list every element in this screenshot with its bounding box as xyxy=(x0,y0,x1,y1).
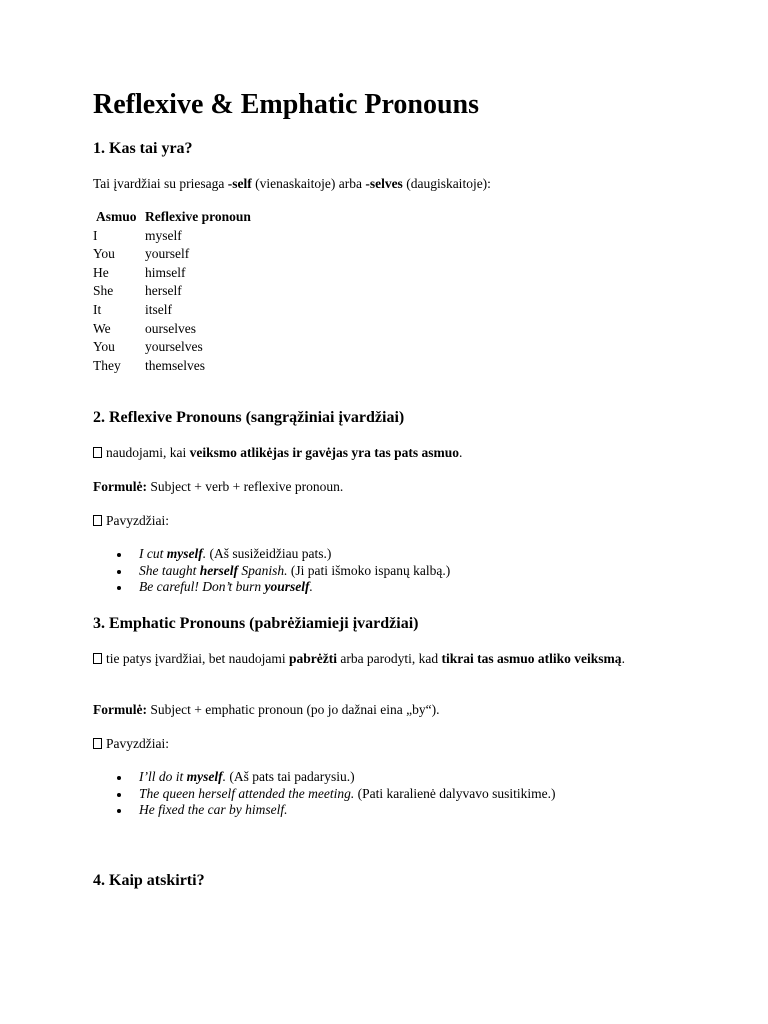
table-cell-person: It xyxy=(93,301,102,317)
section-2-examples-label: Pavyzdžiai: xyxy=(93,512,169,530)
table-row xyxy=(93,320,251,339)
table-row xyxy=(93,357,251,376)
section-2-usage: naudojami, kai veiksmo atlikėjas ir gavėjas yra tas pats asmuo. xyxy=(93,444,462,462)
missing-glyph-icon xyxy=(93,738,102,749)
list-item: I cut myself. (Aš susižeidžiau pats.) xyxy=(139,546,450,563)
table-row xyxy=(93,338,251,357)
section-3-examples-list xyxy=(93,769,556,819)
table-row xyxy=(93,245,251,264)
section-2-heading: 2. Reflexive Pronouns (sangrąžiniai įvardžiai) xyxy=(93,409,405,426)
list-item: He fixed the car by himself. xyxy=(139,802,556,819)
section-2-formula: Formulė: Subject + verb + reflexive pronoun. xyxy=(93,479,344,494)
table-cell-pronoun: herself xyxy=(145,283,182,299)
table-cell-person: You xyxy=(93,339,115,355)
table-row xyxy=(93,301,251,320)
table-cell-pronoun: yourselves xyxy=(145,339,203,355)
table-header-row xyxy=(93,208,251,227)
table-header-reflexive: Reflexive pronoun xyxy=(145,209,251,224)
missing-glyph-icon xyxy=(93,515,102,526)
table-cell-pronoun: himself xyxy=(145,264,186,280)
table-header-asmuo: Asmuo xyxy=(96,209,137,224)
table-cell-person: They xyxy=(93,357,121,373)
table-cell-pronoun: myself xyxy=(145,227,182,243)
section-4-heading: 4. Kaip atskirti? xyxy=(93,872,205,889)
section-1-heading: 1. Kas tai yra? xyxy=(93,140,193,157)
list-item: The queen herself attended the meeting. (Pati karalienė dalyvavo susitikime.) xyxy=(139,785,556,801)
section-1-intro: Tai įvardžiai su priesaga -self (vienaskaitoje) arba -selves (daugiskaitoje): xyxy=(93,176,491,191)
table-row xyxy=(93,227,251,246)
missing-glyph-icon xyxy=(93,653,102,664)
table-cell-pronoun: themselves xyxy=(145,357,205,373)
missing-glyph-icon xyxy=(93,447,102,458)
section-3-usage: tie patys įvardžiai, bet naudojami pabrėžti arba parodyti, kad tikrai tas asmuo atliko veiksmą. xyxy=(93,650,653,668)
section-3-formula: Formulė: Subject + emphatic pronoun (po jo dažnai eina „by“). xyxy=(93,702,440,717)
table-cell-person: She xyxy=(93,283,114,299)
table-cell-person: I xyxy=(93,227,98,243)
pronoun-table xyxy=(93,208,251,375)
table-cell-pronoun: ourselves xyxy=(145,320,196,336)
document-title: Reflexive & Emphatic Pronouns xyxy=(93,89,480,120)
section-2-examples-list xyxy=(93,546,450,596)
table-cell-pronoun: itself xyxy=(145,301,172,317)
table-cell-person: You xyxy=(93,246,115,262)
table-row xyxy=(93,282,251,301)
table-cell-person: He xyxy=(93,264,109,280)
list-item: Be careful! Don’t burn yourself. xyxy=(139,579,450,596)
section-3-heading: 3. Emphatic Pronouns (pabrėžiamieji įvardžiai) xyxy=(93,615,419,632)
table-cell-person: We xyxy=(93,320,111,336)
section-3-examples-label: Pavyzdžiai: xyxy=(93,735,169,753)
list-item: I’ll do it myself. (Aš pats tai padarysiu.) xyxy=(139,769,556,786)
table-cell-pronoun: yourself xyxy=(145,246,190,262)
list-item: She taught herself Spanish. (Ji pati išmoko ispanų kalbą.) xyxy=(139,562,451,578)
table-row xyxy=(93,264,251,283)
